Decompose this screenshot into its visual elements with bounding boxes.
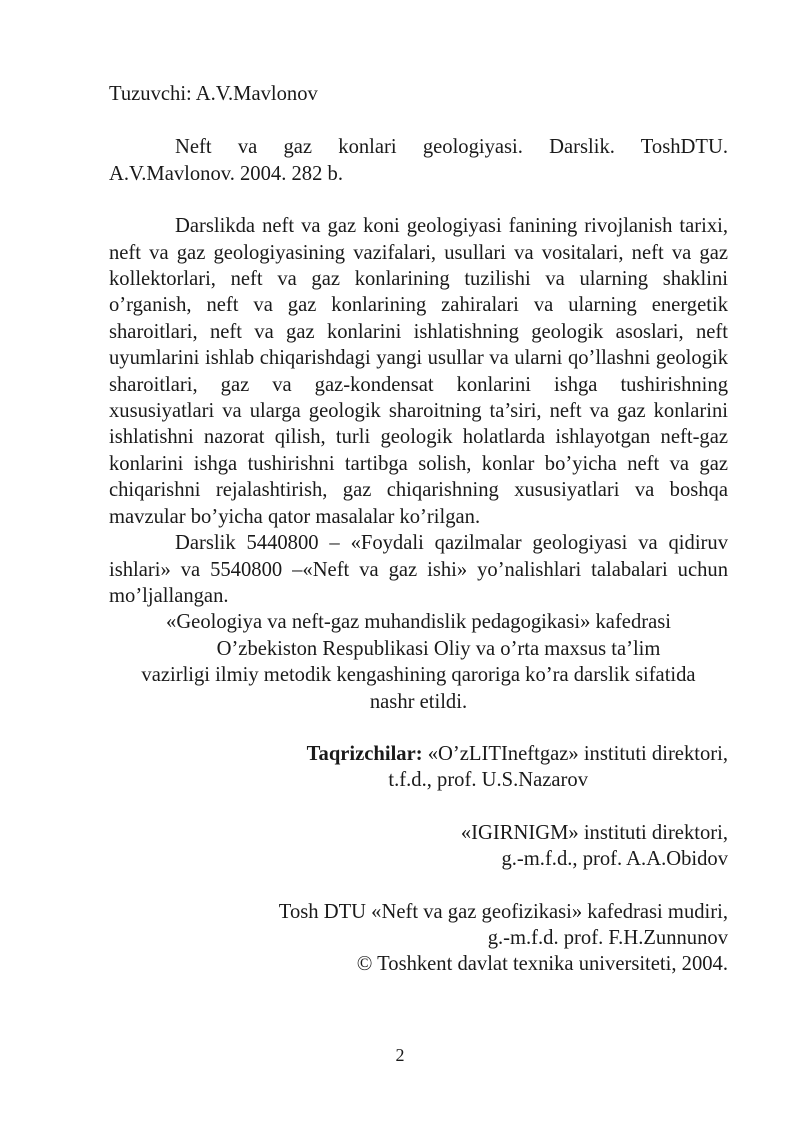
- abstract-paragraph: Darslikda neft va gaz koni geologiyasi fanining rivojlanish tarixi, neft va gaz geologiyasining vazifalari, usullari va vositalari, neft va gaz kollektorlari, neft va gaz konlarining tuzilishi va ularning shaklini o’rganish, neft va gaz konlarining zahiralari va ularning energetik sharoitlari, neft va gaz konlarini ishlatishning geologik asoslari, neft uyumlarini ishlab chiqarishdagi yangi usullar va ularni qo’llashni geologik sharoitlari, gaz va gaz-kondensat konlarini ishga tushirishning xususiyatlari va ularga geologik sharoitning ta’siri, neft va gaz konlarini ishlatishni nazorat qilish, turli geologik holatlarda ishlayotgan neft-gaz konlarini ishga tushirishni tartibga solish, konlar bo’yicha neft va gaz chiqarishni rejalashtirish, gaz chiqarishning xususiyatlari va boshqa mavzular bo’yicha qator masalalar ko’rilgan.: [109, 215, 728, 528]
- reviewer-3-line-1: Tosh DTU «Neft va gaz geofizikasi» kafedrasi mudiri,: [278, 900, 728, 923]
- reviewer-1-affiliation: «O’zLITIneftgaz» instituti direktori,: [422, 742, 728, 765]
- reviewer-1-line-2: t.f.d., prof. U.S.Nazarov: [388, 769, 588, 792]
- reviewer-2-line-2: g.-m.f.d., prof. A.A.Obidov: [501, 848, 728, 871]
- author-line: Tuzuvchi: A.V.Mavlonov: [109, 83, 318, 105]
- spacer: [109, 873, 728, 899]
- spacer: [109, 794, 728, 820]
- page-content: [109, 81, 728, 978]
- audience-paragraph: Darslik 5440800 – «Foydali qazilmalar geologiyasi va qidiruv ishlari» va 5540800 –«Neft va gaz ishi» yo’nalishlari talabalari uchun mo’ljallangan.: [109, 532, 728, 607]
- approval-line-2: vazirligi ilmiy metodik kengashining qaroriga ko’ra darslik sifatida: [141, 664, 696, 687]
- spacer: [109, 715, 728, 741]
- approval-line-1: O’zbekiston Respublikasi Oliy va o’rta maxsus ta’lim: [216, 637, 661, 660]
- reviewer-1-line-1: [109, 741, 728, 767]
- reviewer-2-line-1: «IGIRNIGM» instituti direktori,: [460, 821, 728, 844]
- approval-line-3: nashr etildi.: [369, 690, 468, 713]
- page-number: 2: [395, 1045, 405, 1065]
- reviewers-label: Taqrizchilar:: [306, 742, 423, 765]
- copyright-line: © Toshkent davlat texnika universiteti, 2004.: [356, 953, 728, 976]
- department-line: «Geologiya va neft-gaz muhandislik pedagogikasi» kafedrasi: [166, 611, 671, 634]
- reviewer-3-line-2: g.-m.f.d. prof. F.H.Zunnunov: [487, 926, 728, 949]
- citation: Neft va gaz konlari geologiyasi. Darslik. ToshDTU. A.V.Mavlonov. 2004. 282 b.: [109, 136, 728, 185]
